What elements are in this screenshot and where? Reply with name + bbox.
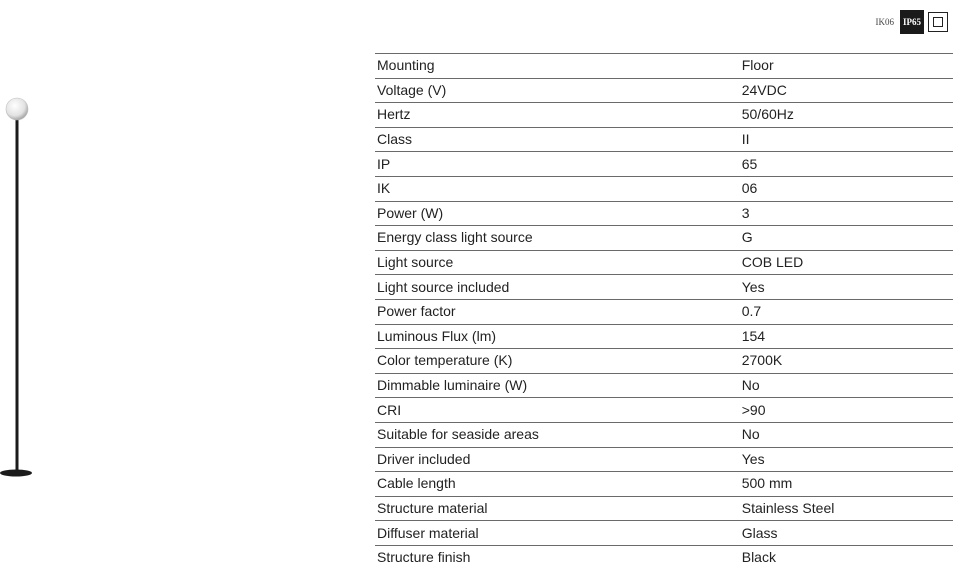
- spec-label: CRI: [375, 398, 740, 423]
- lamp-base: [0, 470, 32, 477]
- spec-value: COB LED: [740, 250, 953, 275]
- spec-label: Suitable for seaside areas: [375, 422, 740, 447]
- spec-row: [375, 521, 953, 546]
- spec-value: Yes: [740, 275, 953, 300]
- spec-row: [375, 152, 953, 177]
- spec-row: [375, 349, 953, 374]
- spec-value: 65: [740, 152, 953, 177]
- spec-row: [375, 299, 953, 324]
- spec-value: 50/60Hz: [740, 103, 953, 128]
- lamp-pole: [16, 114, 19, 472]
- spec-value: 154: [740, 324, 953, 349]
- spec-value: 2700K: [740, 349, 953, 374]
- spec-row: [375, 54, 953, 79]
- spec-label: Voltage (V): [375, 78, 740, 103]
- spec-label: Hertz: [375, 103, 740, 128]
- lamp-globe: [6, 98, 28, 120]
- spec-row: [375, 176, 953, 201]
- spec-row: [375, 398, 953, 423]
- spec-value: 500 mm: [740, 472, 953, 497]
- certification-badges: [876, 10, 949, 34]
- spec-row: [375, 447, 953, 472]
- spec-value: 0.7: [740, 299, 953, 324]
- spec-row: [375, 226, 953, 251]
- spec-label: Energy class light source: [375, 226, 740, 251]
- spec-value: Glass: [740, 521, 953, 546]
- spec-value: Black: [740, 545, 953, 570]
- spec-label: Luminous Flux (lm): [375, 324, 740, 349]
- spec-label: Power factor: [375, 299, 740, 324]
- specifications-table: [375, 53, 953, 570]
- spec-value: No: [740, 422, 953, 447]
- spec-row: [375, 422, 953, 447]
- spec-value: Yes: [740, 447, 953, 472]
- floor-lamp-icon: [0, 96, 34, 480]
- spec-value: Floor: [740, 54, 953, 79]
- spec-row: [375, 275, 953, 300]
- spec-row: [375, 201, 953, 226]
- spec-label: Cable length: [375, 472, 740, 497]
- spec-row: [375, 545, 953, 570]
- ik-rating-badge: IK06: [875, 17, 894, 27]
- spec-value: II: [740, 127, 953, 152]
- spec-row: [375, 496, 953, 521]
- spec-value: 06: [740, 176, 953, 201]
- spec-row: [375, 250, 953, 275]
- spec-label: Class: [375, 127, 740, 152]
- spec-value: Stainless Steel: [740, 496, 953, 521]
- spec-row: [375, 472, 953, 497]
- spec-row: [375, 324, 953, 349]
- spec-label: IK: [375, 176, 740, 201]
- spec-label: Color temperature (K): [375, 349, 740, 374]
- spec-label: Driver included: [375, 447, 740, 472]
- spec-label: Structure finish: [375, 545, 740, 570]
- spec-label: Light source: [375, 250, 740, 275]
- spec-label: Diffuser material: [375, 521, 740, 546]
- spec-value: No: [740, 373, 953, 398]
- spec-row: [375, 373, 953, 398]
- spec-row: [375, 103, 953, 128]
- spec-label: Mounting: [375, 54, 740, 79]
- spec-value: 24VDC: [740, 78, 953, 103]
- class-ii-double-square-icon: [928, 12, 948, 32]
- spec-label: Light source included: [375, 275, 740, 300]
- ip-rating-badge: IP65: [900, 10, 924, 34]
- spec-label: Power (W): [375, 201, 740, 226]
- spec-row: [375, 78, 953, 103]
- spec-row: [375, 127, 953, 152]
- spec-label: Structure material: [375, 496, 740, 521]
- spec-label: IP: [375, 152, 740, 177]
- spec-value: 3: [740, 201, 953, 226]
- spec-value: G: [740, 226, 953, 251]
- spec-value: >90: [740, 398, 953, 423]
- spec-label: Dimmable luminaire (W): [375, 373, 740, 398]
